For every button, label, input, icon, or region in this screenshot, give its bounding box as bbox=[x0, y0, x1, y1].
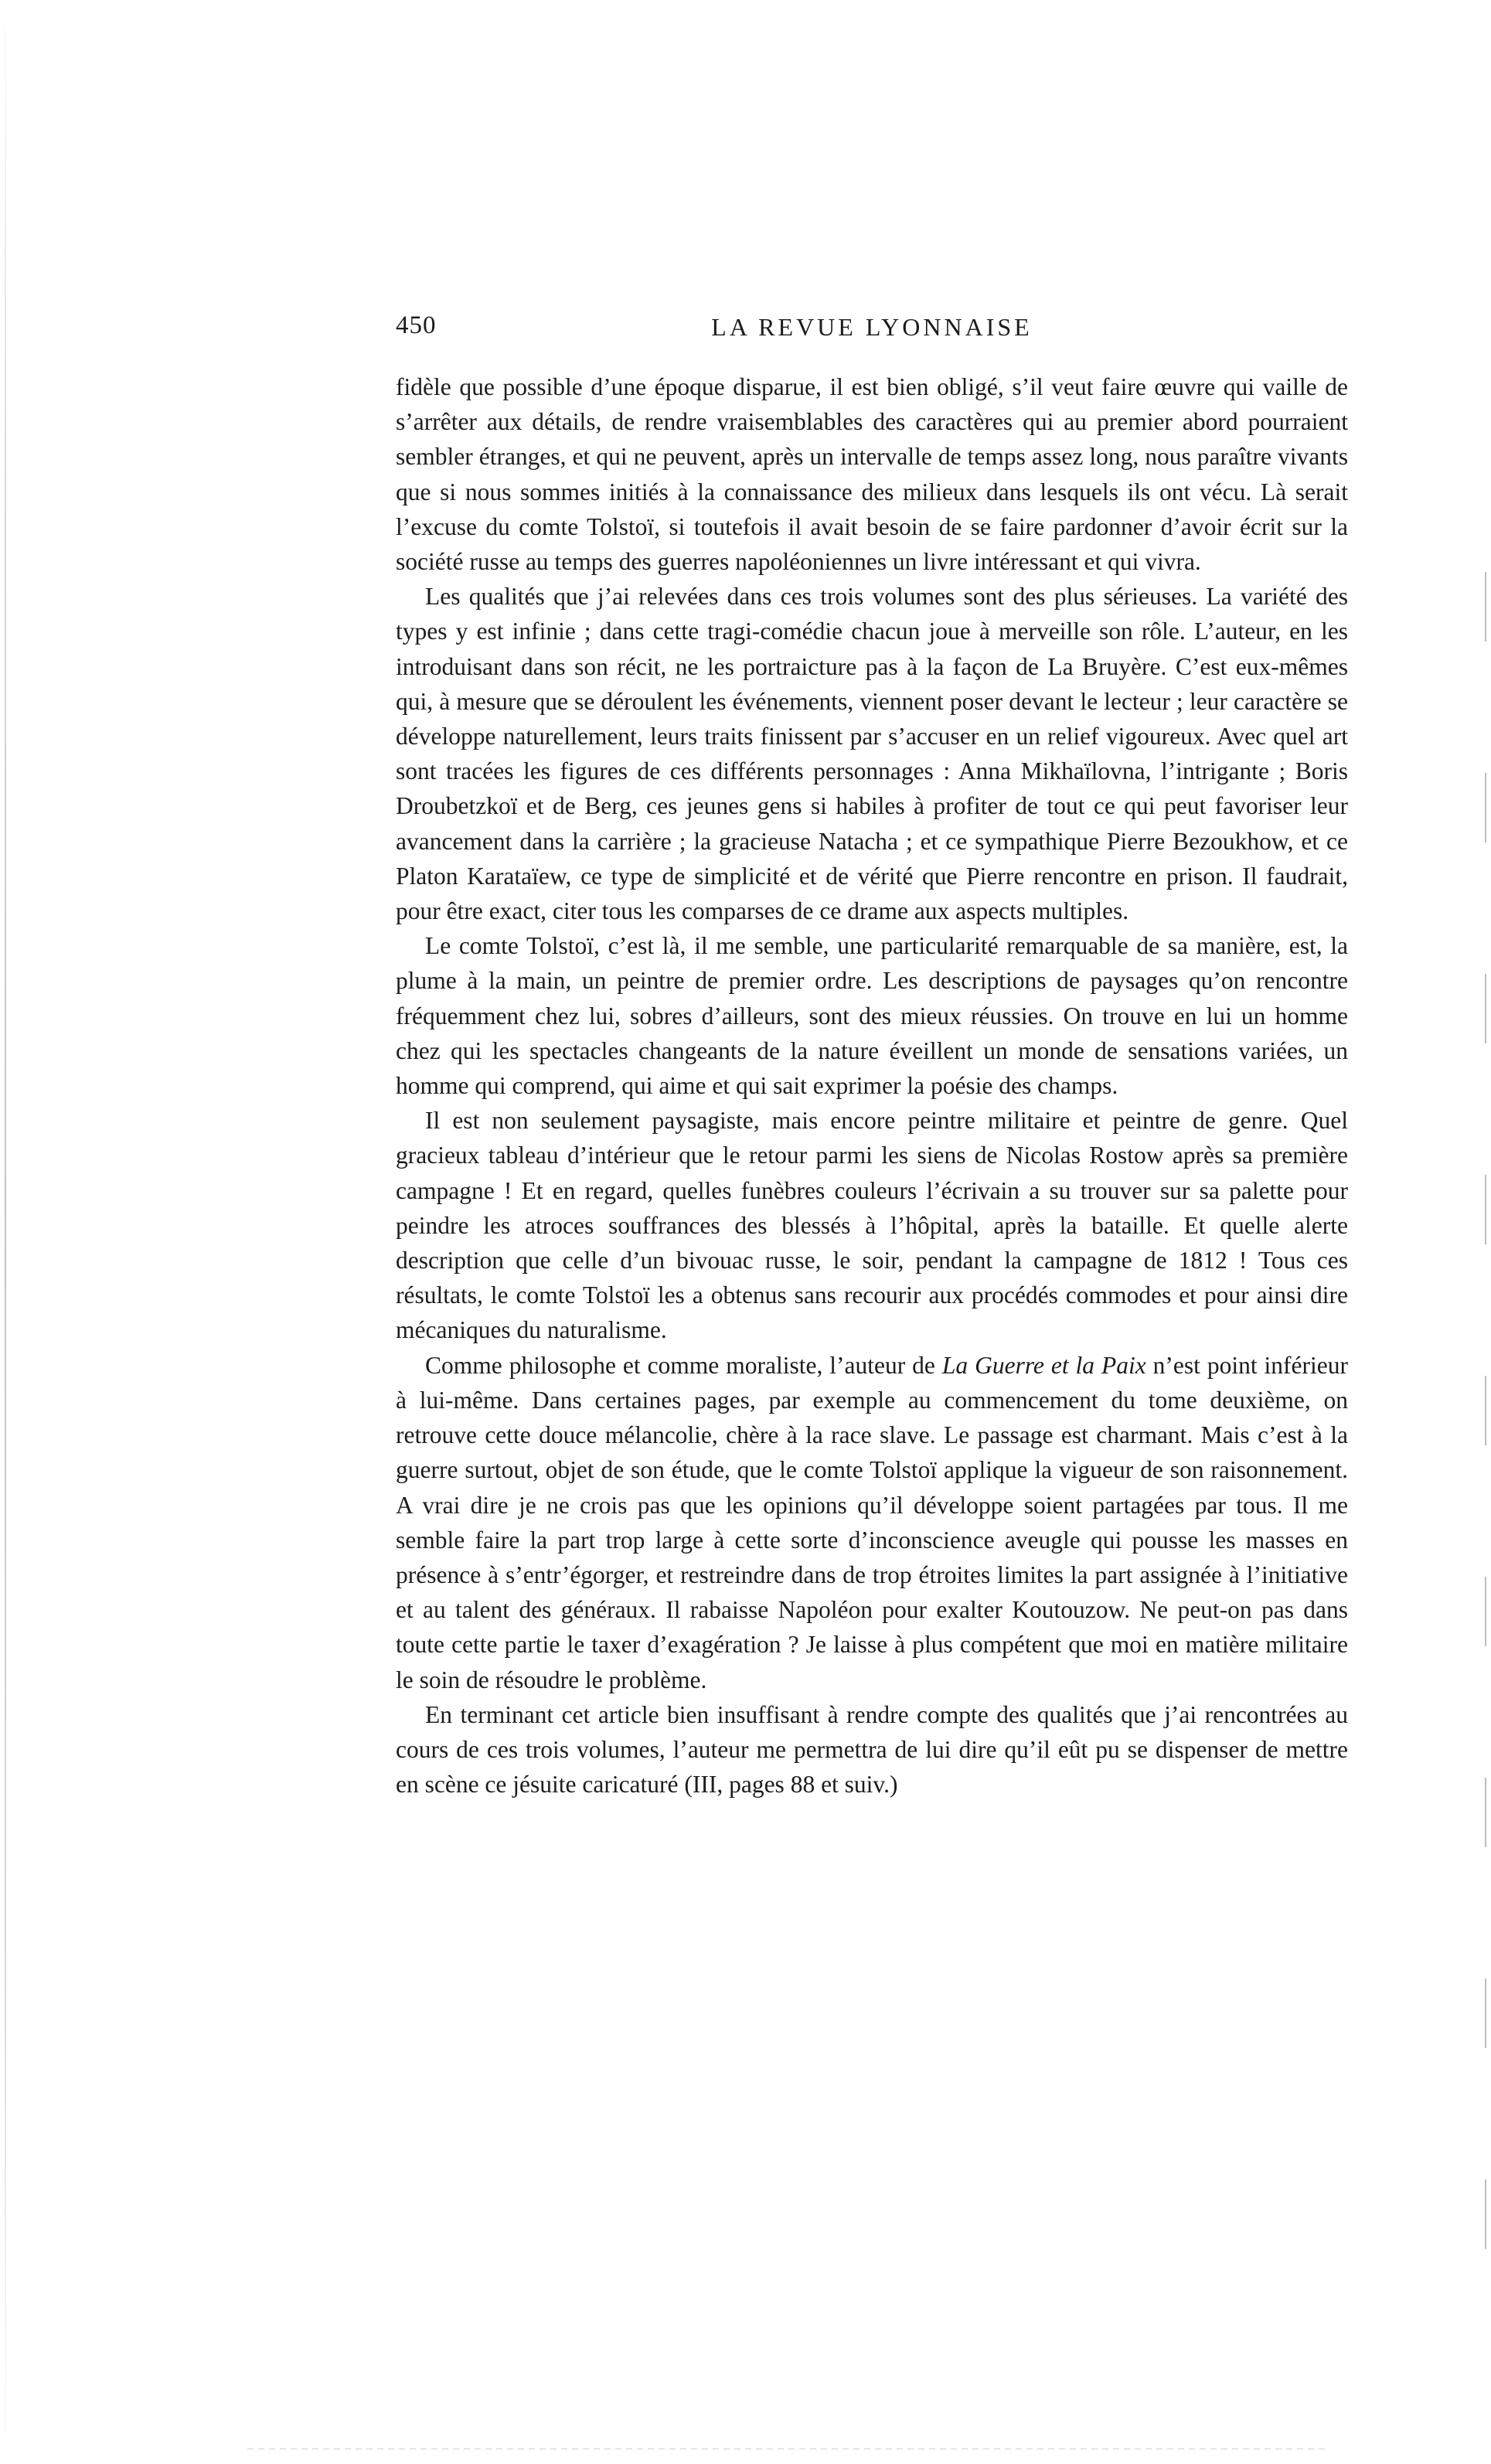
paragraph-5-rest: n’est point inférieur à lui-même. Dans certaines pages, par exemple au commencement du tome deuxième, on retrouve cette douce mélancolie, chère à la race slave. Le passage est charmant. Mais c’est à la guerre surtout, objet de son étude, que le comte Tolstoï applique la vigueur de son raisonnement. A vrai dire je ne crois pas que les opinions qu’il développe soient partagées par tous. Il me semble faire la part trop large à cette sorte d’inconscience aveugle qui pousse les masses en présence à s’entr’égorger, et restreindre dans de trop étroites limites la part assignée à l’initiative et au talent des généraux. Il rabaisse Napoléon pour exalter Koutouzow. Ne peut-on pas dans toute cette partie le taxer d’exagération ? Je laisse à plus compétent que moi en matière militaire le soin de résoudre le problème. bbox=[396, 1351, 1348, 1693]
paragraph-2: Les qualités que j’ai relevées dans ces trois volumes sont des plus sérieuses. La variété des types y est infinie ; dans cette tragi-comédie chacun joue à merveille son rôle. L’auteur, en les introduisant dans son récit, ne les portraicture pas à la façon de La Bruyère. C’est eux-mêmes qui, à mesure que se déroulent les événements, viennent poser devant le lecteur ; leur caractère se développe naturellement, leurs traits finissent par s’accuser en un relief vigoureux. Avec quel art sont tracées les figures de ces différents personnages : Anna Mikhaïlovna, l’intrigante ; Boris Droubetzkoï et de Berg, ces jeunes gens si habiles à profiter de tout ce qui peut favoriser leur avancement dans la carrière ; la gracieuse Natacha ; et ce sympathique Pierre Bezoukhow, et ce Platon Karataïew, ce type de simplicité et de vérité que Pierre rencontre en prison. Il faudrait, pour être exact, citer tous les comparses de ce drame aux aspects multiples. bbox=[396, 583, 1348, 925]
journal-title: LA REVUE LYONNAISE bbox=[711, 313, 1033, 341]
scan-left-edge bbox=[5, 0, 6, 2464]
paragraph-3: Le comte Tolstoï, c’est là, il me semble, une particularité remarquable de sa manière, est, la plume à la main, un peintre de premier ordre. Les descriptions de paysages qu’on rencontre fréquemment chez lui, sobres d’ailleurs, sont des mieux réussies. On trouve en lui un homme chez qui les spectacles changeants de la nature éveillent un monde de sensations variées, un homme qui comprend, qui aime et qui sait exprimer la poésie des champs. bbox=[396, 932, 1348, 1100]
paragraph-5 bbox=[396, 1348, 1348, 1697]
paragraph-4: Il est non seulement paysagiste, mais encore peintre militaire et peintre de genre. Quel gracieux tableau d’intérieur que le retour parmi les siens de Nicolas Rostow après sa première campagne ! Et en regard, quelles funèbres couleurs l’écrivain a su trouver sur sa palette pour peindre les atroces souffrances des blessés à l’hôpital, après la bataille. Et quelle alerte description que celle d’un bivouac russe, le soir, pendant la campagne de 1812 ! Tous ces résultats, le comte Tolstoï les a obtenus sans recourir aux procédés commodes et pour ainsi dire mécaniques du naturalisme. bbox=[396, 1107, 1348, 1344]
running-head bbox=[396, 311, 1348, 355]
paragraph-5-lead: Comme philosophe et comme moraliste, l’auteur de bbox=[425, 1351, 942, 1379]
scan-right-edge-marks bbox=[1485, 572, 1486, 2272]
article-text bbox=[396, 369, 1348, 1802]
book-title: La Guerre et la Paix bbox=[941, 1351, 1146, 1379]
paragraph-1: fidèle que possible d’une époque disparue, il est bien obligé, s’il veut faire œuvre qui vaille de s’arrêter aux détails, de rendre vraisemblables des caractères qui au premier abord pourraient sembler étranges, et qui ne peuvent, après un intervalle de temps assez long, nous paraître vivants que si nous sommes initiés à la connaissance des milieux dans lesquels ils ont vécu. Là serait l’excuse du comte Tolstoï, si toutefois il avait besoin de se faire pardonner d’avoir écrit sur la société russe au temps des guerres napoléoniennes un livre intéressant et qui vivra. bbox=[396, 373, 1348, 576]
paragraph-6: En terminant cet article bien insuffisant à rendre compte des qualités que j’ai rencontrées au cours de ces trois volumes, l’auteur me permettra de lui dire qu’il eût pu se dispenser de mettre en scène ce jésuite caricaturé (III, pages 88 et suiv.) bbox=[396, 1700, 1348, 1799]
page-number: 450 bbox=[396, 311, 437, 339]
